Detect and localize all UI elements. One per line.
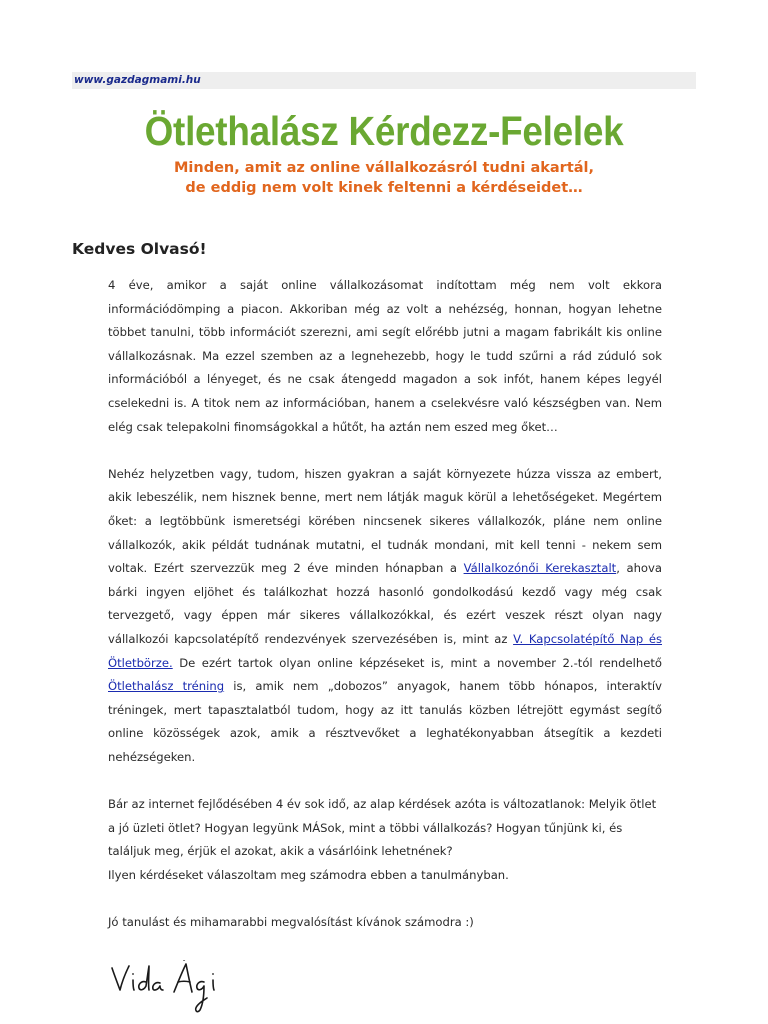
paragraph-community xyxy=(108,463,662,770)
site-url-link[interactable]: www.gazdagmami.hu xyxy=(74,74,201,86)
paragraph-intro: 4 éve, amikor a saját online vállalkozásomat indítottam még nem volt ekkora információdömping a piacon. Akkoriban még az volt a nehézség, honnan, hogyan lehetne többet tanulni, több információt szerezni, ami segít előrébb jutni a magam fabrikált kis online vállalkozásnak. Ma ezzel szemben az a legnehezebb, hogy le tudd szűrni a rád zúduló sok információból a lényeget, és ne csak átengedd magadon a sok infót, hanem képes legyél cselekedni is. A titok nem az információban, hanem a cselekvésre való készségben van. Nem elég csak telepakolni finomságokkal a hűtőt, ha aztán nem eszed meg őket… xyxy=(108,278,662,434)
document-title: Ötlethalász Kérdezz-Felelek xyxy=(144,108,624,154)
otlethalasz-trening-link[interactable]: Ötlethalász tréning xyxy=(108,679,225,694)
letter-body xyxy=(108,274,662,958)
kapcsolatepito-nap-link[interactable]: V. Kapcsolatépítő Nap és Ötletbörze. xyxy=(108,631,662,670)
signature-image xyxy=(108,960,238,1020)
paragraph-questions xyxy=(108,793,662,887)
paragraph-questions-line-1: Bár az internet fejlődésében 4 év sok idő, az alap kérdések azóta is változatlanok: Melyik ötlet a jó üzleti ötlet? Hogyan legyünk MÁSok, mint a többi vállalkozás? Hogyan tűnjünk ki, és találjuk meg, érjük el azokat, akik a vásárlóink lehetnének? xyxy=(108,797,657,859)
subtitle-line-1: Minden, amit az online vállalkozásról tudni akartál, xyxy=(173,160,595,176)
kerekasztal-link[interactable]: Vállalkozónői Kerekasztalt xyxy=(463,561,617,576)
subtitle-line-2: de eddig nem volt kinek feltenni a kérdéseidet… xyxy=(185,180,583,196)
paragraph-community-text-2: , ahova bárki ingyen eljöhet és találkozhat hozzá hasonló gondolkodású kezdő vagy még csak tervezgető, vagy éppen már sikeres vállalkozókkal, és ezért veszek részt olyan nagy vállalkozói kapcsolatépítő rendezvények szervezésében is, mint az xyxy=(108,561,662,646)
closing-line: Jó tanulást és mihamarabbi megvalósítást kívánok számodra :) xyxy=(108,915,474,930)
greeting-heading: Kedves Olvasó! xyxy=(72,240,207,258)
paragraph-community-text-3: De ezért tartok olyan online képzéseket is, mint a november 2.-tól rendelhető xyxy=(172,655,662,670)
paragraph-community-text-4: is, amik nem „dobozos” anyagok, hanem több hónapos, interaktív tréningek, mert tapasztalatból tudom, hogy az itt tanulás közben létrejött egymást segítő online közösségek azok, amik a résztvevőket a leghatékonyabban átsegítik a kezdeti nehézségeken. xyxy=(108,679,662,764)
paragraph-community-text-1: Nehéz helyzetben vagy, tudom, hiszen gyakran a saját környezete húzza vissza az embert, akik lebeszélik, nem hisznek benne, mert nem látják maguk körül a lehetőségeket. Megértem őket: a legtöbbünk ismeretségi körében nincsenek sikeres vállalkozók, pláne nem online vállalkozók, akik példát tudnának mutatni, el tudnák mondani, mit kell tenni - nekem sem voltak. Ezért szervezzük meg 2 éve minden hónapban a xyxy=(108,466,662,576)
paragraph-questions-line-2: Ilyen kérdéseket válaszoltam meg számodra ebben a tanulmányban. xyxy=(108,867,509,882)
subtitle xyxy=(0,158,768,198)
